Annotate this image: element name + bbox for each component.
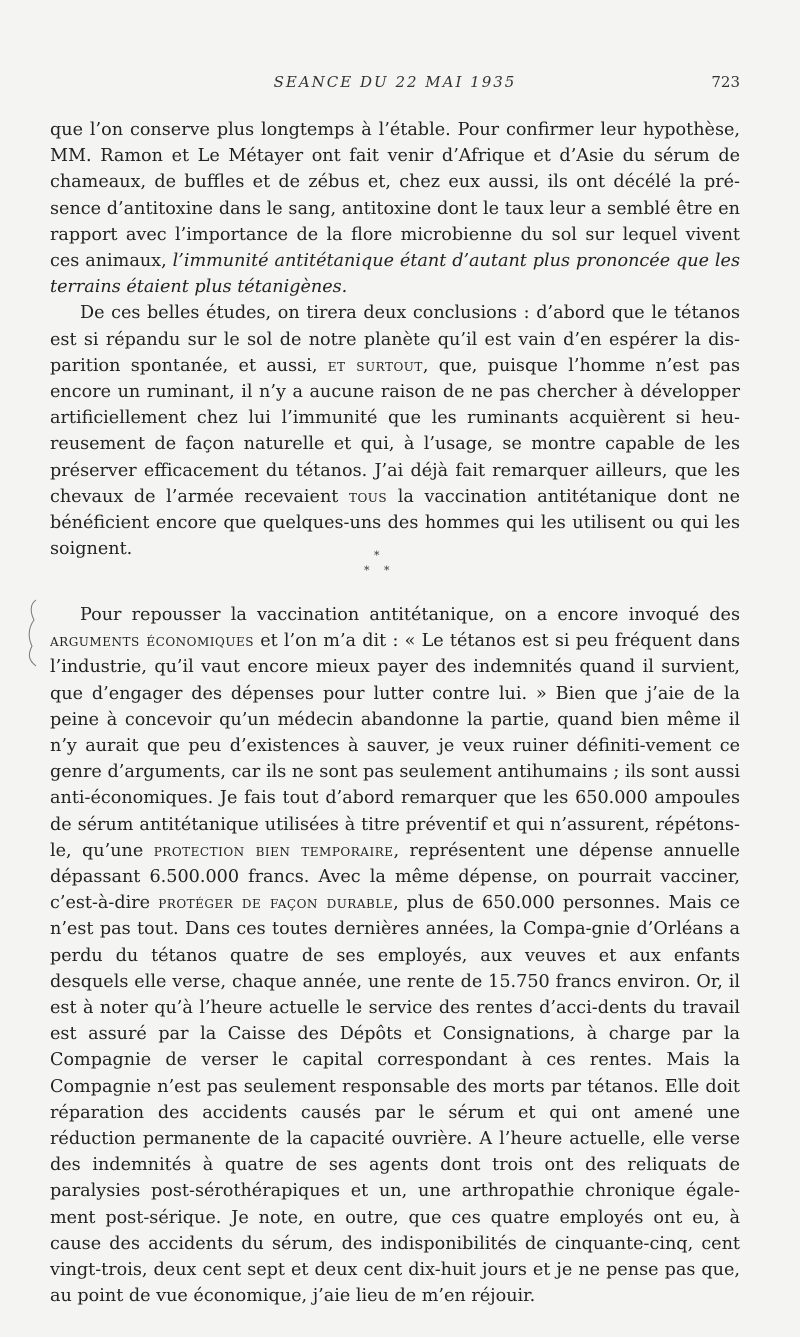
running-head: [50, 73, 740, 97]
page-number: 723: [711, 73, 740, 91]
paragraph-3: [50, 602, 740, 1309]
margin-bracket-mark: [22, 598, 40, 668]
paragraph-2-part1: De ces belles études, on tirera deux conclusions : d’abord que le tétanos est si répandu sur le sol de notre planète qu’il est vain d’en espérer la dis-parition spontanée, et aussi,: [50, 303, 740, 376]
asterism-separator: [350, 546, 410, 580]
text-block-upper: [50, 117, 740, 562]
asterism-star-top: *: [374, 549, 380, 562]
paragraph-1-text: que l’on conserve plus longtemps à l’étable. Pour confirmer leur hypothèse, MM. Ramon et Le Métayer ont fait venir d’Afrique et d’Asie du sérum de chameaux, de buffles et de zébus et, chez eux aussi, ils ont décélé la pré-sence d’antitoxine dans le sang, antitoxine dont le taux leur a semblé être en rapport avec l’importance de la flore microbienne du sol sur lequel vivent ces animaux,: [50, 120, 740, 272]
asterism-star-left: *: [364, 564, 370, 577]
asterism-star-right: *: [384, 564, 390, 577]
running-title: SEANCE DU 22 MAI 1935: [273, 73, 517, 91]
paragraph-3-smallcaps2: protection bien temporaire: [153, 840, 394, 861]
text-block-lower: [50, 602, 740, 1309]
paragraph-3-part3: , représentent une dépense annuelle dépassant 6.500.000 francs. Avec la même dépense, on pourrait vacciner, c’est-à-dire: [50, 840, 741, 914]
paragraph-3-part4: , plus de 650.000 personnes. Mais ce n’est pas tout. Dans ces toutes dernières années, la Compa-gnie d’Orléans a perdu du tétanos quatre de ses employés, aux veuves et aux enfants desquels elle verse, chaque année, une rente de 15.750 francs environ. Or, il est à noter qu’à l’heure actuelle le service des rentes d’acci-dents du travail est assuré par la Caisse des Dépôts et Consignations, à charge par la Compagnie de verser le capital correspondant à ces rentes. Mais la Compagnie n’est pas seulement responsable des morts par tétanos. Elle doit réparation des accidents causés par le sérum et qui ont amené une réduction permanente de la capacité ouvrière. A l’heure actuelle, elle verse des indemnités à quatre de ses agents dont trois ont des reliquats de paralysies post-sérothérapiques et un, une arthropathie chronique égale-ment post-sérique. Je note, en outre, que ces quatre employés ont eu, à cause des accidents du sérum, des indisponibilités de cinquante-cinq, cent vingt-trois, deux cent sept et deux cent dix-huit jours et je ne pense pas que, au point de vue économique, j’aie lieu de m’en réjouir.: [50, 893, 741, 1307]
paragraph-2: [50, 300, 740, 562]
paragraph-3-part1: Pour repousser la vaccination antitétanique, on a encore invoqué des: [80, 605, 740, 625]
paragraph-3-smallcaps1: arguments économiques: [50, 631, 254, 652]
paragraph-3-smallcaps3: protéger de façon durable: [158, 893, 394, 914]
paragraph-1: [50, 117, 740, 300]
paragraph-1-italic: l’immunité antitétanique étant d’autant plus prononcée que les terrains étaient plus tétanigènes.: [50, 251, 740, 298]
paragraph-2-smallcaps2: tous: [348, 486, 388, 507]
paragraph-2-part3: la vaccination antitétanique dont ne bénéficient encore que quelques-uns des hommes qui les utilisent ou qui les soignent.: [50, 486, 740, 560]
paragraph-2-part2: , que, puisque l’homme n’est pas encore un ruminant, il n’y a aucune raison de ne pas chercher à développer artificiellement chez lui l’immunité que les ruminants acquièrent si heu-reusement de façon naturelle et qui, à l’usage, se montre capable de les préserver efficacement du tétanos. J’ai déjà fait remarquer ailleurs, que les chevaux de l’armée recevaient: [50, 355, 740, 507]
paragraph-2-smallcaps1: et surtout: [327, 355, 423, 376]
paragraph-3-part2: et l’on m’a dit : « Le tétanos est si peu fréquent dans l’industrie, qu’il vaut encore mieux payer des indemnités quand il survient, que d’engager des dépenses pour lutter contre lui. » Bien que j’aie de la peine à concevoir qu’un médecin abandonne la partie, quand bien même il n’y aurait que peu d’existences à sauver, je veux ruiner définiti-vement ce genre d’arguments, car ils ne sont pas seulement antihumains ; ils sont aussi anti-économiques. Je fais tout d’abord remarquer que les 650.000 ampoules de sérum antitétanique utilisées à titre préventif et qui n’assurent, répétons-le, qu’une: [50, 631, 741, 861]
